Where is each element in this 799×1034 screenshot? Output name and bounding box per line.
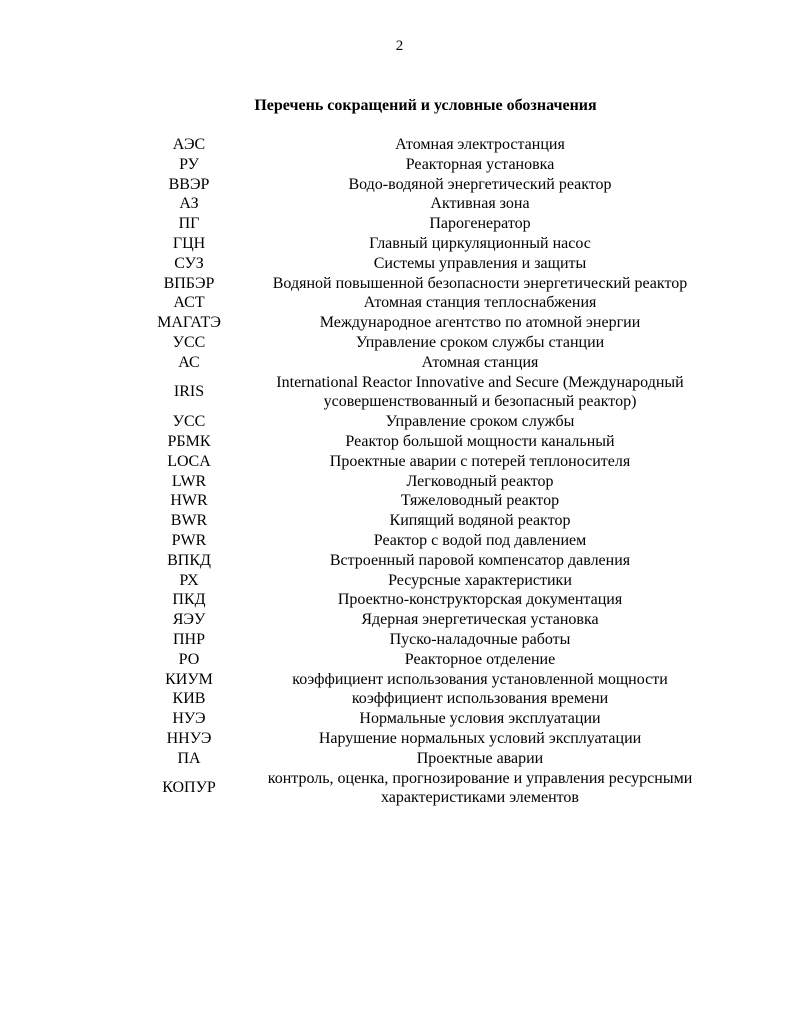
abbreviation-meaning: коэффициент использования установленной мощности <box>292 670 668 688</box>
abbreviation-meaning: Тяжеловодный реактор <box>400 492 560 510</box>
abbreviation-meaning: Водяной повышенной безопасности энергетический реактор <box>272 274 688 292</box>
abbreviation-meaning: Встроенный паровой компенсатор давления <box>329 551 631 569</box>
abbreviation-term: ПГ <box>178 215 200 233</box>
abbreviation-meaning: Атомная станция теплоснабжения <box>363 294 597 312</box>
abbreviation-meaning: Управление сроком службы станции <box>355 333 605 351</box>
abbreviation-meaning: Ядерная энергетическая установка <box>361 611 599 629</box>
abbreviation-meaning: Водо-водяной энергетический реактор <box>348 175 612 193</box>
abbreviation-meaning: Реакторная установка <box>405 155 555 173</box>
abbreviation-term: РБМК <box>167 432 211 450</box>
abbreviation-row <box>0 175 799 195</box>
abbreviation-row <box>0 373 799 413</box>
abbreviation-meaning: Реактор с водой под давлением <box>373 531 587 549</box>
abbreviation-meaning: Ресурсные характеристики <box>388 571 572 589</box>
abbreviation-term: BWR <box>170 512 208 530</box>
abbreviation-row <box>0 709 799 729</box>
abbreviation-row <box>0 254 799 274</box>
abbreviation-term: АСТ <box>173 294 205 312</box>
abbreviation-row <box>0 353 799 373</box>
abbreviation-meaning: Атомная станция <box>421 353 539 371</box>
abbreviation-row <box>0 650 799 670</box>
abbreviation-row <box>0 511 799 531</box>
abbreviation-meaning: Главный циркуляционный насос <box>369 234 591 252</box>
abbreviation-row <box>0 630 799 650</box>
abbreviation-term: LWR <box>171 472 207 490</box>
abbreviation-meaning: Проектные аварии <box>416 749 544 767</box>
abbreviation-row <box>0 194 799 214</box>
abbreviation-term: ПНР <box>172 630 205 648</box>
abbreviation-row <box>0 571 799 591</box>
abbreviation-term: ГЦН <box>172 234 206 252</box>
abbreviation-row <box>0 214 799 234</box>
abbreviation-term: ВПБЭР <box>163 274 215 292</box>
abbreviation-term: PWR <box>171 531 207 549</box>
abbreviation-term: КОПУР <box>162 779 216 797</box>
abbreviation-term: УСС <box>172 333 206 351</box>
abbreviation-meaning: Международное агентство по атомной энергии <box>319 314 641 332</box>
abbreviation-row <box>0 234 799 254</box>
abbreviation-term: ЯЭУ <box>172 611 206 629</box>
abbreviation-term: АС <box>178 353 200 371</box>
abbreviation-meaning: Нарушение нормальных условий эксплуатации <box>318 729 642 747</box>
abbreviation-term: ПА <box>177 749 201 767</box>
abbreviation-term: КИВ <box>172 690 206 708</box>
abbreviation-row <box>0 135 799 155</box>
abbreviation-meaning: Управление сроком службы <box>385 413 575 431</box>
abbreviation-term: IRIS <box>173 383 205 401</box>
abbreviation-row <box>0 333 799 353</box>
abbreviation-meaning: Кипящий водяной реактор <box>389 512 571 530</box>
abbreviation-term: ВПКД <box>167 551 211 569</box>
abbreviation-row <box>0 313 799 333</box>
abbreviation-meaning: Реакторное отделение <box>404 650 556 668</box>
abbreviation-row <box>0 689 799 709</box>
abbreviation-term: HWR <box>170 492 208 510</box>
abbreviation-meaning: International Reactor Innovative and Secure (Международный усовершенствованный и безопасный реактор) <box>276 373 684 411</box>
abbreviation-row <box>0 551 799 571</box>
abbreviation-row <box>0 769 799 809</box>
abbreviation-meaning: Проектно-конструкторская документация <box>337 591 623 609</box>
abbreviation-meaning: контроль, оценка, прогнозирование и управления ресурсными характеристиками элементов <box>267 769 693 807</box>
abbreviation-meaning: Активная зона <box>430 195 530 213</box>
abbreviation-row <box>0 412 799 432</box>
abbreviation-meaning: Проектные аварии с потерей теплоносителя <box>329 452 631 470</box>
abbreviation-row <box>0 610 799 630</box>
abbreviation-term: МАГАТЭ <box>157 314 221 332</box>
abbreviation-term: ННУЭ <box>166 729 212 747</box>
abbreviation-meaning: Парогенератор <box>429 215 531 233</box>
abbreviation-term: УСС <box>172 413 206 431</box>
abbreviation-row <box>0 590 799 610</box>
abbreviation-term: ПКД <box>172 591 206 609</box>
abbreviation-term: НУЭ <box>172 710 206 728</box>
abbreviation-term: СУЗ <box>174 254 204 272</box>
abbreviation-row <box>0 274 799 294</box>
abbreviation-meaning: Пуско-наладочные работы <box>389 630 571 648</box>
abbreviation-meaning: Атомная электростанция <box>395 136 565 153</box>
abbreviation-row <box>0 452 799 472</box>
abbreviation-row <box>0 531 799 551</box>
abbreviation-term: РХ <box>179 571 199 589</box>
abbreviation-meaning: Легководный реактор <box>406 472 554 490</box>
abbreviation-row <box>0 749 799 769</box>
abbreviation-term: LOCA <box>167 452 211 470</box>
abbreviation-meaning: Нормальные условия эксплуатации <box>359 710 601 728</box>
abbreviation-row <box>0 491 799 511</box>
abbreviation-term: АЭС <box>172 136 206 153</box>
abbreviation-term: РО <box>178 650 200 668</box>
abbreviation-row <box>0 729 799 749</box>
page-number: 2 <box>395 38 404 54</box>
abbreviation-row <box>0 670 799 690</box>
abbreviation-row <box>0 472 799 492</box>
abbreviation-meaning: Системы управления и защиты <box>373 254 587 272</box>
abbreviation-meaning: коэффициент использования времени <box>351 690 609 708</box>
abbreviation-list <box>0 135 799 808</box>
abbreviation-term: КИУМ <box>165 670 213 688</box>
abbreviation-row <box>0 155 799 175</box>
abbreviation-row <box>0 293 799 313</box>
abbreviation-meaning: Реактор большой мощности канальный <box>345 432 615 450</box>
abbreviation-term: АЗ <box>179 195 199 213</box>
page-title: Перечень сокращений и условные обозначения <box>254 97 597 114</box>
abbreviation-row <box>0 432 799 452</box>
abbreviation-term: ВВЭР <box>168 175 210 193</box>
abbreviation-term: РУ <box>179 155 199 173</box>
